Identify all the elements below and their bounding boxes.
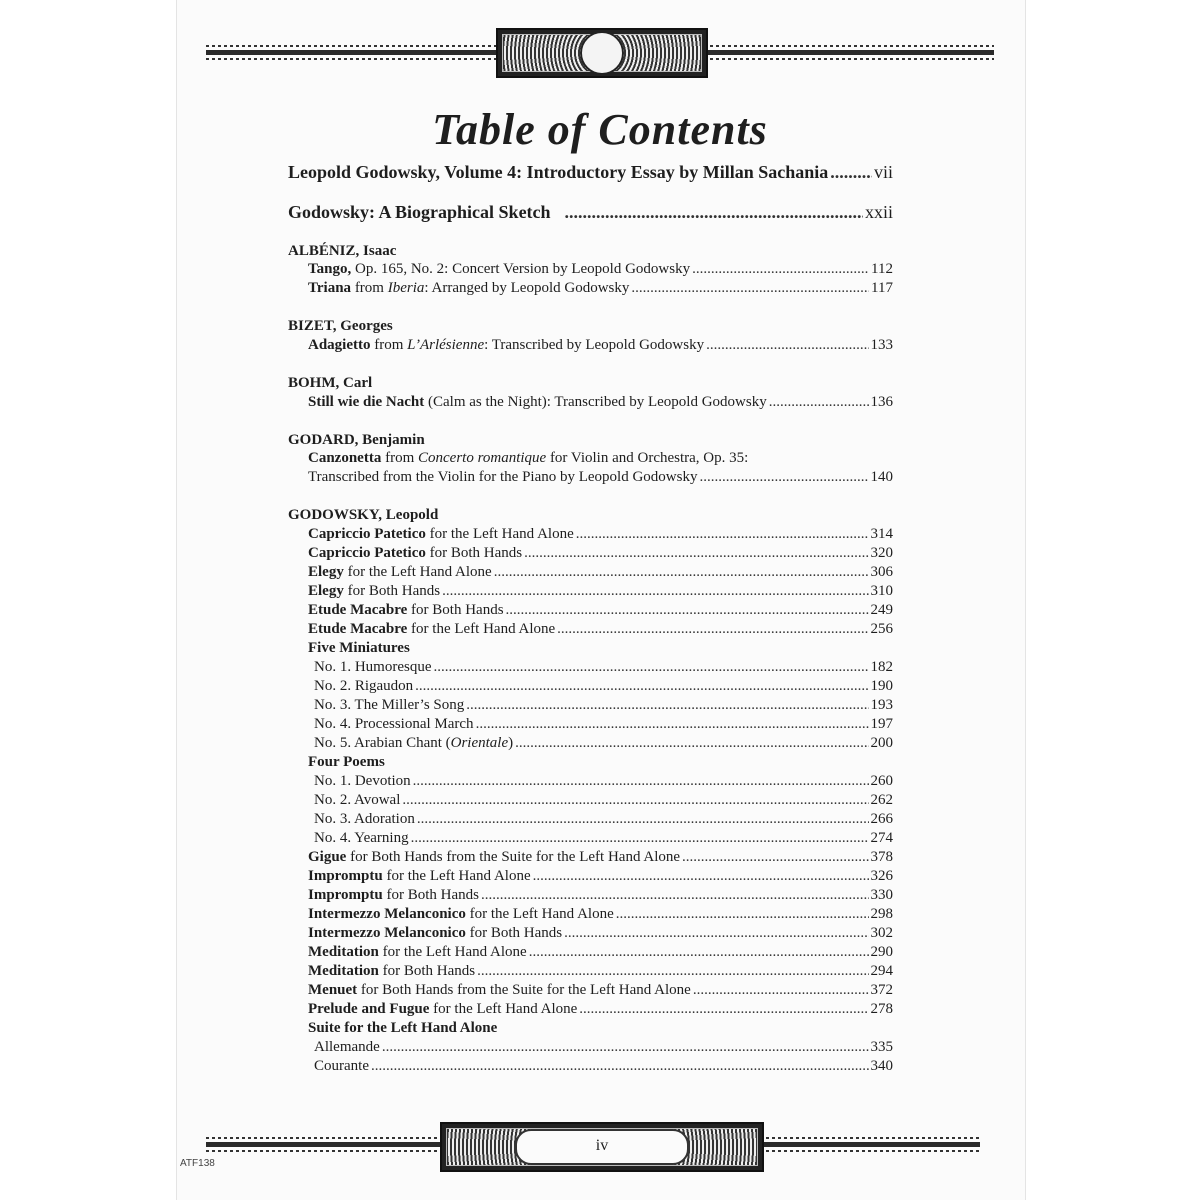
toc-entry[interactable]: Etude Macabre for the Left Hand Alone ..... 256 <box>308 621 893 640</box>
toc-entry[interactable]: No. 2. Rigaudon ..... 190 <box>314 678 893 697</box>
toc-entry[interactable]: Elegy for Both Hands ..... 310 <box>308 583 893 602</box>
toc-entry[interactable]: No. 1. Devotion ..... 260 <box>314 773 893 792</box>
bottom-rule-left <box>206 1142 440 1147</box>
toc-entry[interactable]: Triana from Iberia: Arranged by Leopold Godowsky ..... 117 <box>308 280 893 299</box>
suite-heading: Suite for the Left Hand Alone <box>308 1020 498 1036</box>
toc-entry[interactable]: Capriccio Patetico for Both Hands ..... 320 <box>308 545 893 564</box>
toc-entry[interactable]: Gigue for Both Hands from the Suite for the Left Hand Alone ..... 378 <box>308 849 893 868</box>
toc-entry[interactable]: Impromptu for Both Hands ..... 330 <box>308 887 893 906</box>
toc-entry[interactable]: Etude Macabre for Both Hands ..... 249 <box>308 602 893 621</box>
toc-entry[interactable]: No. 3. The Miller’s Song ..... 193 <box>314 697 893 716</box>
toc-entry[interactable]: Meditation for the Left Hand Alone ..... 290 <box>308 944 893 963</box>
toc-entry[interactable]: Still wie die Nacht (Calm as the Night): Transcribed by Leopold Godowsky ..... 136 <box>308 394 893 413</box>
toc-entry[interactable]: Prelude and Fugue for the Left Hand Alone ..... 278 <box>308 1001 893 1020</box>
toc-entry[interactable]: Adagietto from L’Arlésienne: Transcribed by Leopold Godowsky ..... 133 <box>308 337 893 356</box>
toc-entry[interactable]: No. 4. Processional March ..... 197 <box>314 716 893 735</box>
toc-entry-line1[interactable]: Canzonetta from Concerto romantique for Violin and Orchestra, Op. 35: <box>308 450 749 466</box>
toc-entry[interactable]: Meditation for Both Hands ..... 294 <box>308 963 893 982</box>
composer-heading: ALBÉNIZ, Isaac <box>288 243 397 259</box>
toc-entry[interactable]: No. 2. Avowal ..... 262 <box>314 792 893 811</box>
toc-entry[interactable]: Courante ..... 340 <box>314 1058 893 1077</box>
five-miniatures-heading: Five Miniatures <box>308 640 410 656</box>
lyre-medallion-icon <box>580 31 624 75</box>
intro-essay-entry[interactable]: Leopold Godowsky, Volume 4: Introductory Essay by Millan Sachania ..... vii <box>288 162 893 183</box>
composer-heading: GODOWSKY, Leopold <box>288 507 439 523</box>
toc-entry[interactable]: Intermezzo Melanconico for Both Hands ..... 302 <box>308 925 893 944</box>
toc-entry[interactable]: Transcribed from the Violin for the Piano by Leopold Godowsky ..... 140 <box>308 469 893 488</box>
toc-entry[interactable]: Allemande ..... 335 <box>314 1039 893 1058</box>
composer-heading: GODARD, Benjamin <box>288 432 425 448</box>
toc-entry[interactable]: Intermezzo Melanconico for the Left Hand Alone ..... 298 <box>308 906 893 925</box>
toc-entry[interactable]: No. 4. Yearning ..... 274 <box>314 830 893 849</box>
toc-entry[interactable]: No. 3. Adoration ..... 266 <box>314 811 893 830</box>
bottom-rule-right <box>760 1142 980 1147</box>
biographical-sketch-entry[interactable]: Godowsky: A Biographical Sketch ..... xxii <box>288 202 893 223</box>
composer-heading: BIZET, Georges <box>288 318 393 334</box>
toc-entry[interactable]: Tango, Op. 165, No. 2: Concert Version by Leopold Godowsky ..... 112 <box>308 261 893 280</box>
catalog-code: ATF138 <box>180 1158 215 1169</box>
toc-entry[interactable]: Elegy for the Left Hand Alone ..... 306 <box>308 564 893 583</box>
four-poems-heading: Four Poems <box>308 754 385 770</box>
top-rule-right <box>704 50 994 55</box>
toc-entry[interactable]: Capriccio Patetico for the Left Hand Alone ..... 314 <box>308 526 893 545</box>
top-ornament <box>496 28 708 78</box>
toc-entry[interactable]: No. 5. Arabian Chant (Orientale) ..... 200 <box>314 735 893 754</box>
toc-entry[interactable]: Menuet for Both Hands from the Suite for the Left Hand Alone ..... 372 <box>308 982 893 1001</box>
composer-heading: BOHM, Carl <box>288 375 373 391</box>
bottom-ornament <box>440 1122 764 1172</box>
toc-entry[interactable]: No. 1. Humoresque ..... 182 <box>314 659 893 678</box>
toc-entry[interactable]: Impromptu for the Left Hand Alone ..... 326 <box>308 868 893 887</box>
page-title: Table of Contents <box>432 105 768 154</box>
top-rule-left <box>206 50 496 55</box>
page-number: iv <box>515 1129 689 1165</box>
